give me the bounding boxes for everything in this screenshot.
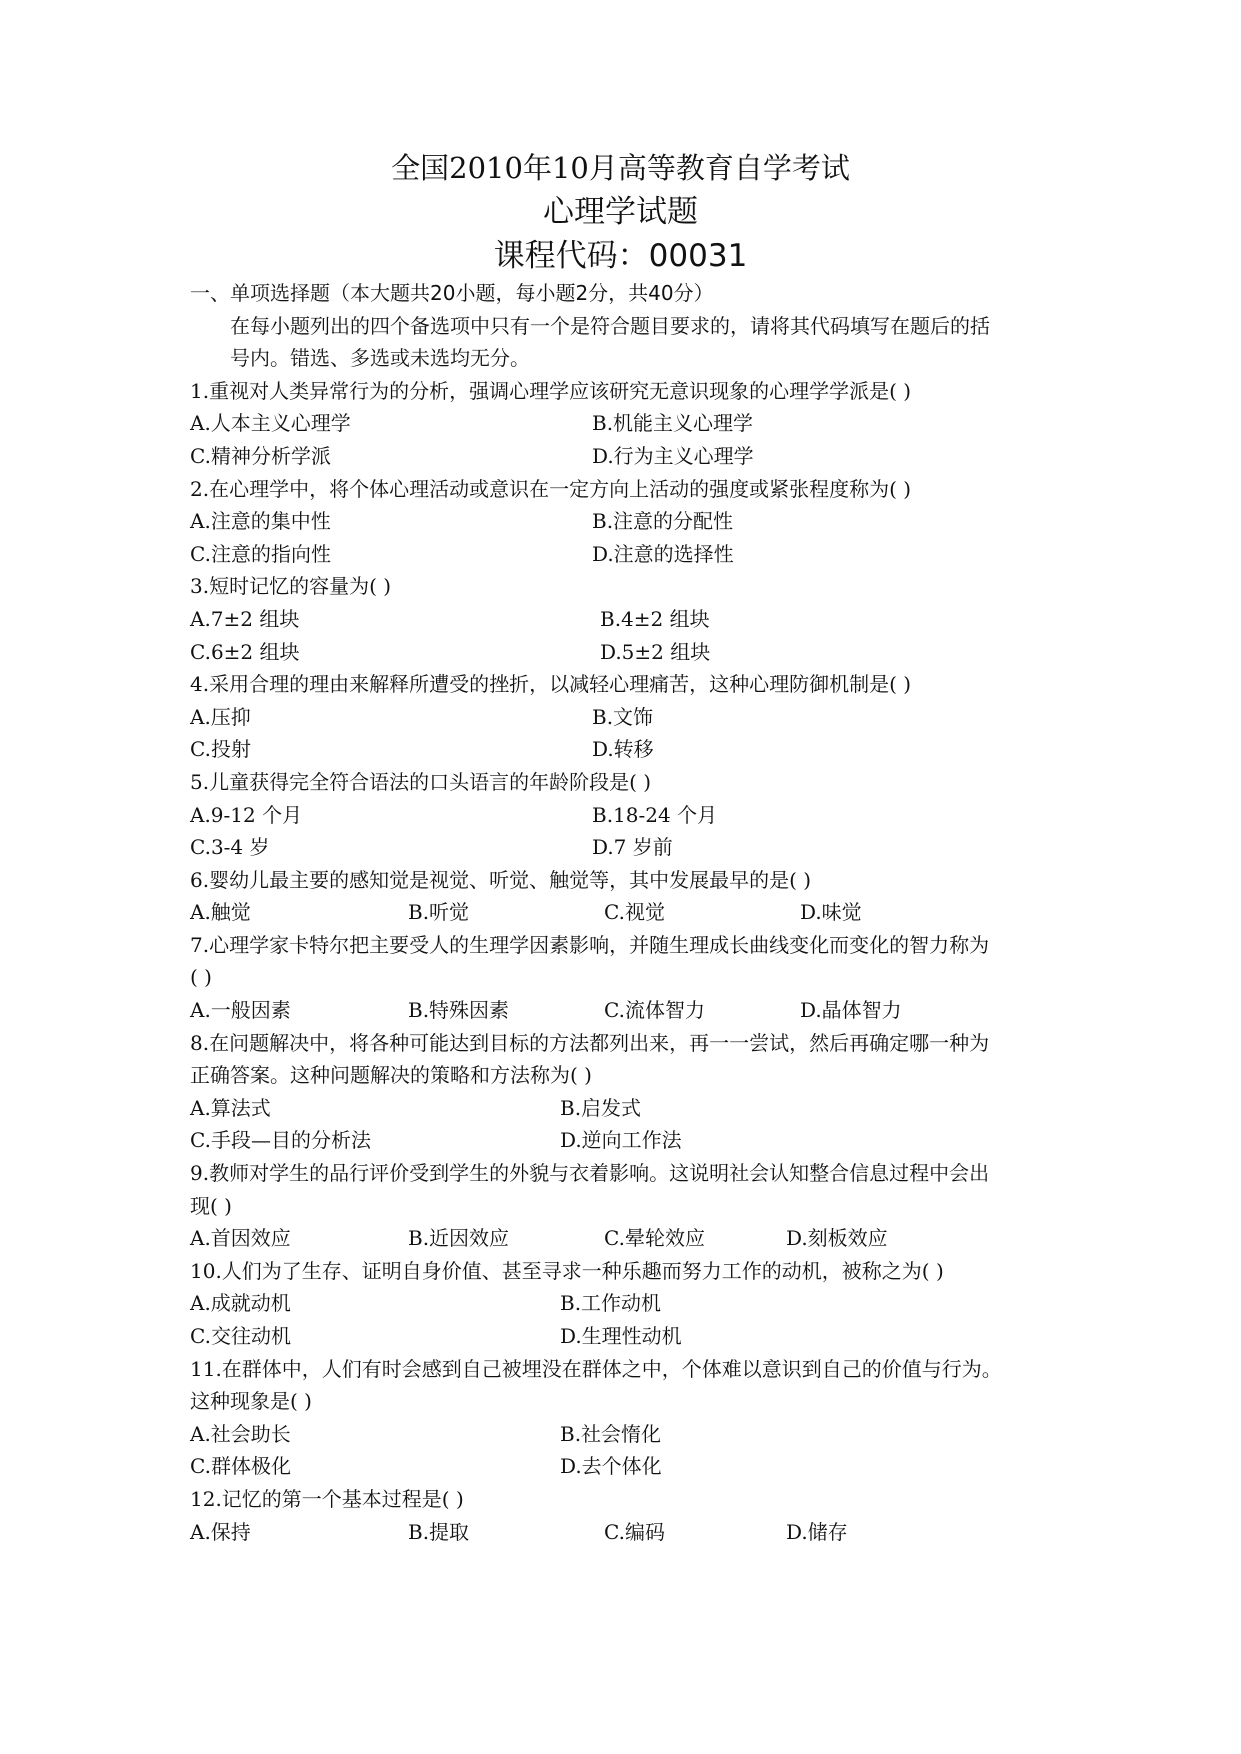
- option-a: A.成就动机: [190, 1291, 291, 1316]
- option-b: B.启发式: [560, 1095, 642, 1120]
- question-stem: 6.婴幼儿最主要的感知觉是视觉、听觉、触觉等，其中发展最早的是( ): [190, 867, 812, 892]
- option-row: [190, 1222, 1070, 1255]
- option-row: [190, 603, 1070, 636]
- option-row: [190, 1287, 1070, 1320]
- option-c: C.流体智力: [604, 998, 705, 1023]
- exam-title: 全国2010年10月高等教育自学考试: [391, 151, 850, 185]
- option-b: B.注意的分配性: [592, 509, 734, 534]
- option-b: B.社会惰化: [560, 1421, 662, 1446]
- option-d: D.味觉: [800, 900, 862, 925]
- question-stem: 2.在心理学中，将个体心理活动或意识在一定方向上活动的强度或紧张程度称为( ): [190, 476, 912, 501]
- question-4: [190, 668, 1070, 766]
- option-a: A.压抑: [190, 704, 251, 729]
- question-12: [190, 1483, 1070, 1548]
- question-stem: 10.人们为了生存、证明自身价值、甚至寻求一种乐趣而努力工作的动机，被称之为( ): [190, 1258, 944, 1283]
- question-stem-continued: ( ): [190, 965, 212, 990]
- option-d: D.去个体化: [560, 1454, 662, 1479]
- option-a: A.保持: [190, 1519, 251, 1544]
- option-b: B.近因效应: [408, 1226, 510, 1251]
- question-stem: 1.重视对人类异常行为的分析，强调心理学应该研究无意识现象的心理学学派是( ): [190, 378, 912, 403]
- option-row: [190, 505, 1070, 538]
- option-row: [190, 1320, 1070, 1353]
- option-c: C.6±2 组块: [190, 639, 300, 664]
- course-code: 课程代码：00031: [493, 238, 748, 274]
- option-d: D.7 岁前: [592, 835, 673, 860]
- question-stem: 4.采用合理的理由来解释所遭受的挫折，以减轻心理痛苦，这种心理防御机制是( ): [190, 672, 912, 697]
- question-6: [190, 864, 1070, 929]
- question-11: [190, 1353, 1070, 1483]
- question-stem: 3.短时记忆的容量为( ): [190, 574, 392, 599]
- option-c: C.投射: [190, 737, 251, 762]
- option-d: D.刻板效应: [786, 1226, 888, 1251]
- option-a: A.算法式: [190, 1095, 271, 1120]
- option-a: A.人本主义心理学: [190, 411, 351, 436]
- option-row: [190, 831, 1070, 864]
- option-b: B.机能主义心理学: [592, 411, 754, 436]
- option-row: [190, 1418, 1070, 1451]
- option-row: [190, 407, 1070, 440]
- option-d: D.行为主义心理学: [592, 443, 754, 468]
- question-stem: 9.教师对学生的品行评价受到学生的外貌与衣着影响。这说明社会认知整合信息过程中会出: [190, 1161, 990, 1186]
- question-5: [190, 766, 1070, 864]
- option-d: D.储存: [786, 1519, 848, 1544]
- section-heading: 一、单项选择题（本大题共20小题，每小题2分，共40分）: [190, 281, 714, 305]
- option-row: [190, 1516, 1070, 1549]
- option-row: [190, 896, 1070, 929]
- option-a: A.9-12 个月: [190, 802, 303, 827]
- option-a: A.注意的集中性: [190, 509, 331, 534]
- question-10: [190, 1255, 1070, 1353]
- option-row: [190, 799, 1070, 832]
- option-c: C.编码: [604, 1519, 665, 1544]
- option-c: C.精神分析学派: [190, 443, 331, 468]
- question-stem: 8.在问题解决中，将各种可能达到目标的方法都列出来，再一一尝试，然后再确定哪一种为: [190, 1030, 990, 1055]
- question-stem-continued: 现( ): [190, 1193, 232, 1218]
- option-b: B.听觉: [408, 900, 470, 925]
- option-row: [190, 733, 1070, 766]
- question-3: [190, 570, 1070, 668]
- option-a: A.一般因素: [190, 998, 291, 1023]
- option-a: A.首因效应: [190, 1226, 291, 1251]
- option-a: A.社会助长: [190, 1421, 291, 1446]
- option-b: B.特殊因素: [408, 998, 510, 1023]
- option-row: [190, 994, 1070, 1027]
- question-1: [190, 375, 1070, 473]
- option-b: B.提取: [408, 1519, 470, 1544]
- option-c: C.注意的指向性: [190, 541, 331, 566]
- option-row: [190, 440, 1070, 473]
- option-row: [190, 1124, 1070, 1157]
- option-row: [190, 1092, 1070, 1125]
- option-c: C.交往动机: [190, 1324, 291, 1348]
- option-row: [190, 1450, 1070, 1483]
- question-8: [190, 1027, 1070, 1157]
- question-stem-continued: 正确答案。这种问题解决的策略和方法称为( ): [190, 1063, 592, 1088]
- option-c: C.3-4 岁: [190, 835, 270, 860]
- option-a: A.触觉: [190, 900, 251, 925]
- option-c: C.群体极化: [190, 1454, 291, 1479]
- option-row: [190, 538, 1070, 571]
- question-stem: 7.心理学家卡特尔把主要受人的生理学因素影响，并随生理成长曲线变化而变化的智力称为: [190, 932, 990, 957]
- question-stem: 5.儿童获得完全符合语法的口头语言的年龄阶段是( ): [190, 769, 652, 794]
- option-row: [190, 636, 1070, 669]
- option-b: B.文饰: [592, 704, 654, 729]
- question-9: [190, 1157, 1070, 1255]
- section-instruction: 在每小题列出的四个备选项中只有一个是符合题目要求的，请将其代码填写在题后的括: [230, 313, 990, 338]
- option-d: D.晶体智力: [800, 998, 902, 1023]
- option-a: A.7±2 组块: [190, 606, 300, 631]
- question-stem-continued: 这种现象是( ): [190, 1389, 312, 1414]
- option-d: D.5±2 组块: [600, 639, 711, 664]
- question-2: [190, 473, 1070, 571]
- question-stem: 12.记忆的第一个基本过程是( ): [190, 1486, 464, 1511]
- option-b: B.4±2 组块: [600, 606, 710, 631]
- subject-title: 心理学试题: [543, 194, 698, 230]
- option-b: B.工作动机: [560, 1291, 662, 1316]
- question-stem: 11.在群体中，人们有时会感到自己被埋没在群体之中，个体难以意识到自己的价值与行为。: [190, 1356, 1002, 1381]
- option-d: D.生理性动机: [560, 1324, 682, 1348]
- option-d: D.逆向工作法: [560, 1128, 682, 1153]
- option-row: [190, 701, 1070, 734]
- option-b: B.18-24 个月: [592, 802, 718, 827]
- option-c: C.视觉: [604, 900, 665, 925]
- section-instruction: 号内。错选、多选或未选均无分。: [230, 346, 530, 371]
- option-d: D.注意的选择性: [592, 541, 734, 566]
- exam-content: [190, 277, 1070, 1548]
- question-7: [190, 929, 1070, 1027]
- option-c: C.手段—目的分析法: [190, 1128, 371, 1153]
- option-d: D.转移: [592, 737, 654, 762]
- option-c: C.晕轮效应: [604, 1226, 705, 1251]
